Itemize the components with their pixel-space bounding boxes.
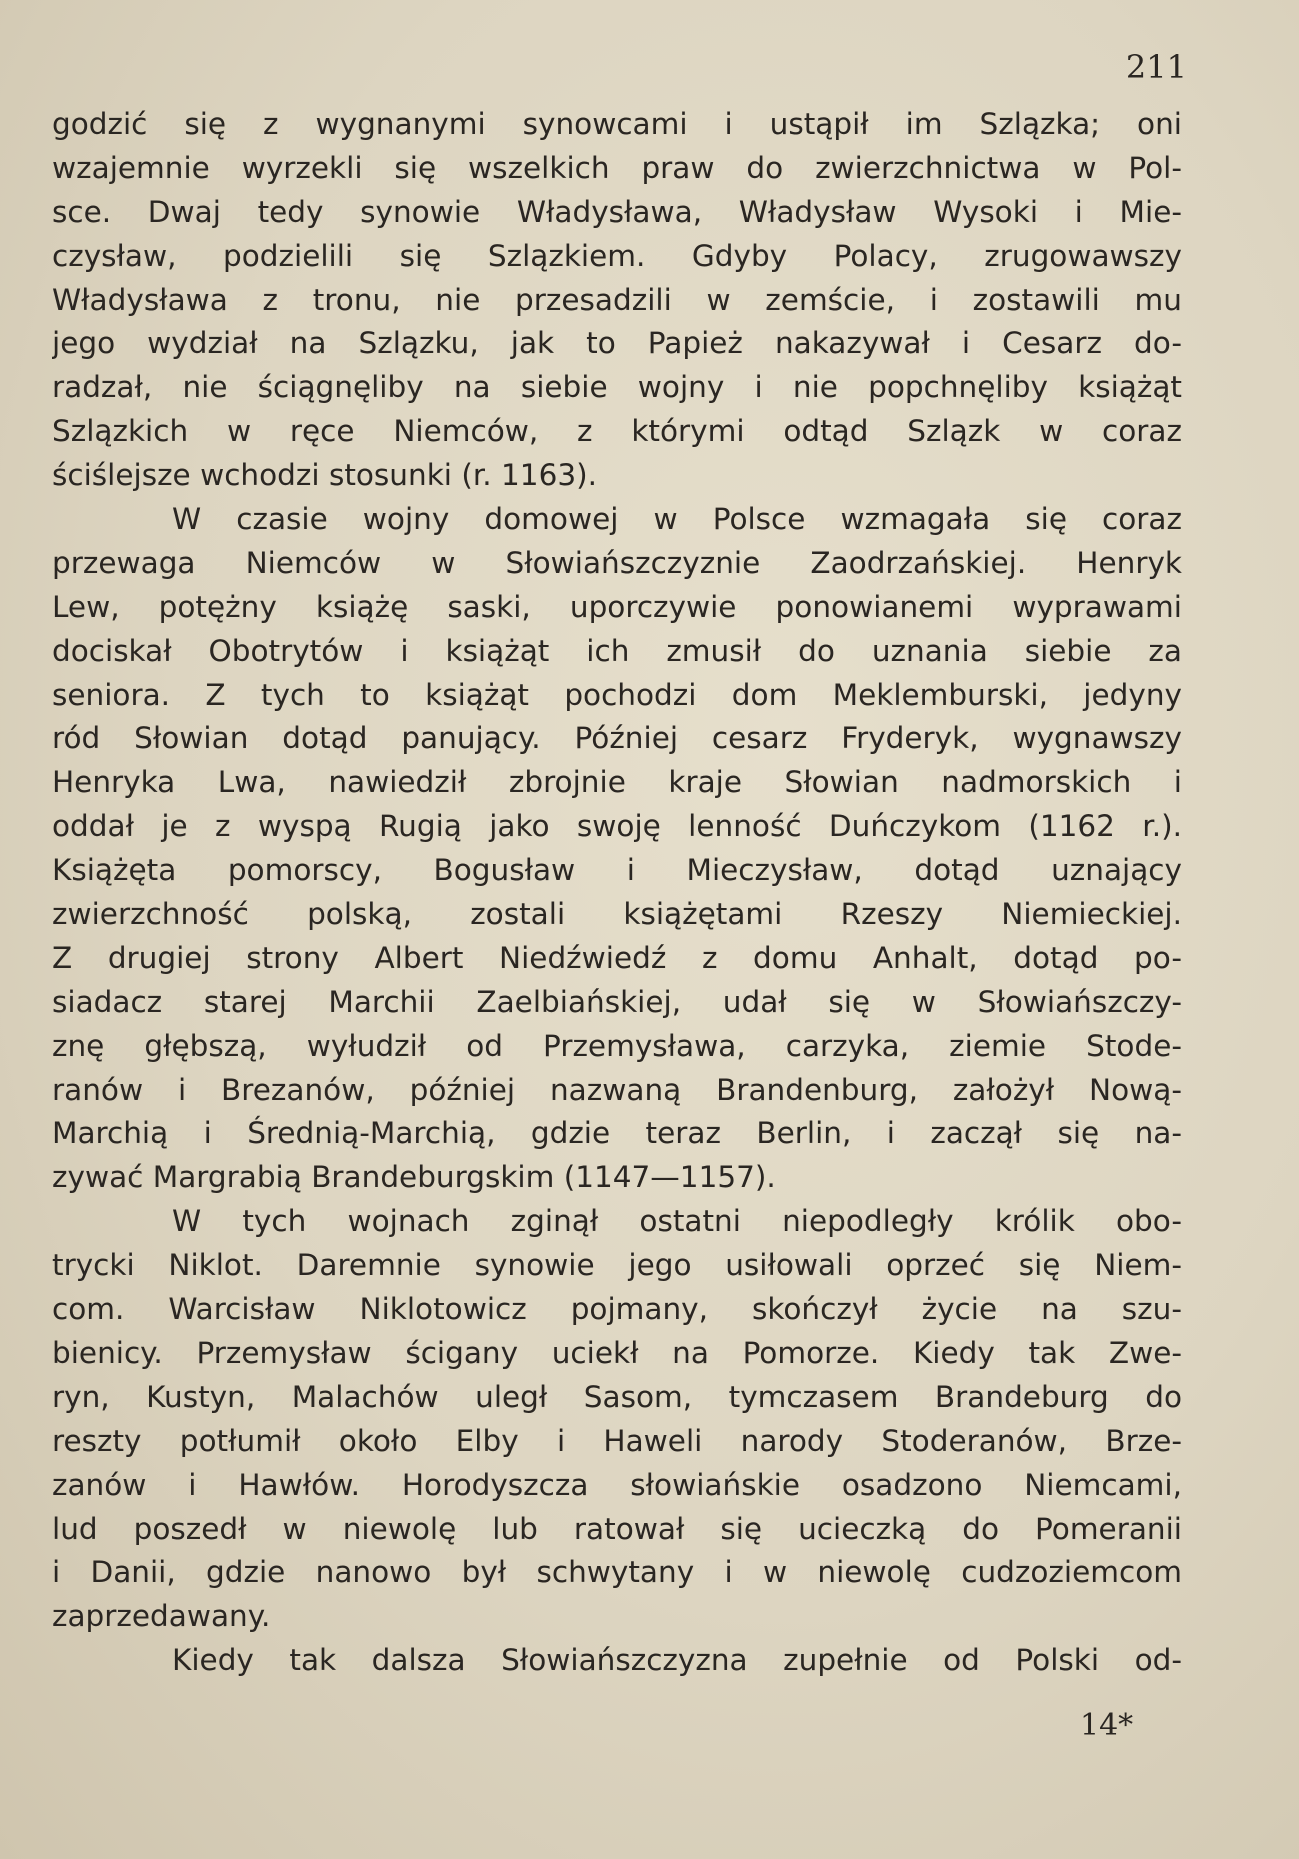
text-line: Książęta pomorscy, Bogusław i Mieczysław, dotąd uznający	[52, 853, 1182, 888]
text-line: wzajemnie wyrzekli się wszelkich praw do zwierzchnictwa w Pol-	[52, 150, 1182, 185]
text-line: dociskał Obotrytów i książąt ich zmusił do uznania siebie za	[52, 633, 1182, 668]
text-line: zaprzedawany.	[52, 1599, 271, 1634]
text-line: zywać Margrabią Brandeburgskim (1147—1157).	[52, 1160, 776, 1195]
text-line: radzał, nie ściągnęliby na siebie wojny i nie popchnęliby książąt	[52, 370, 1182, 405]
text-line: W czasie wojny domowej w Polsce wzmagała się coraz	[172, 502, 1182, 537]
text-line: reszty potłumił około Elby i Haweli narody Stoderanów, Brze-	[52, 1423, 1182, 1458]
text-line: zwierzchność polską, zostali książętami Rzeszy Niemieckiej.	[52, 897, 1182, 932]
text-line: ród Słowian dotąd panujący. Później cesarz Fryderyk, wygnawszy	[52, 721, 1182, 756]
text-line: Marchią i Średnią-Marchią, gdzie teraz Berlin, i zaczął się na-	[52, 1116, 1182, 1151]
text-line: ranów i Brezanów, później nazwaną Brandenburg, założył Nową-	[52, 1072, 1182, 1107]
page-number: 211	[1125, 48, 1187, 86]
text-line: W tych wojnach zginął ostatni niepodległy królik obo-	[172, 1204, 1182, 1239]
text-line: zanów i Hawłów. Horodyszcza słowiańskie osadzono Niemcami,	[52, 1467, 1182, 1502]
text-line: sce. Dwaj tedy synowie Władysława, Władysław Wysoki i Mie-	[52, 194, 1182, 229]
text-line: Henryka Lwa, nawiedził zbrojnie kraje Słowian nadmorskich i	[52, 765, 1182, 800]
text-line: seniora. Z tych to książąt pochodzi dom Meklemburski, jedyny	[52, 677, 1182, 712]
body-text	[52, 103, 1182, 1683]
text-line: ściślejsze wchodzi stosunki (r. 1163).	[52, 458, 598, 493]
text-line: Kiedy tak dalsza Słowiańszczyzna zupełnie od Polski od-	[172, 1643, 1182, 1678]
text-line: bienicy. Przemysław ścigany uciekł na Pomorze. Kiedy tak Zwe-	[52, 1335, 1182, 1370]
text-line: oddał je z wyspą Rugią jako swoję lenność Duńczykom (1162 r.).	[52, 809, 1182, 844]
text-line: Szlązkich w ręce Niemców, z którymi odtąd Szlązk w coraz	[52, 414, 1182, 449]
text-line: lud poszedł w niewolę lub ratował się ucieczką do Pomeranii	[52, 1511, 1182, 1546]
text-line: czysław, podzielili się Szlązkiem. Gdyby Polacy, zrugowawszy	[52, 238, 1182, 273]
text-line: przewaga Niemców w Słowiańszczyznie Zaodrzańskiej. Henryk	[52, 545, 1182, 580]
text-line: Władysława z tronu, nie przesadzili w zemście, i zostawili mu	[52, 282, 1182, 317]
text-line: jego wydział na Szlązku, jak to Papież nakazywał i Cesarz do-	[52, 326, 1182, 361]
text-line: Z drugiej strony Albert Niedźwiedź z domu Anhalt, dotąd po-	[52, 940, 1182, 975]
text-line: ryn, Kustyn, Malachów uległ Sasom, tymczasem Brandeburg do	[52, 1379, 1182, 1414]
text-line: znę głębszą, wyłudził od Przemysława, carzyka, ziemie Stode-	[52, 1028, 1182, 1063]
signature-mark: 14*	[1080, 1708, 1134, 1743]
text-line: com. Warcisław Niklotowicz pojmany, skończył życie na szu-	[52, 1292, 1182, 1327]
text-line: Lew, potężny książę saski, uporczywie ponowianemi wyprawami	[52, 589, 1182, 624]
text-line: trycki Niklot. Daremnie synowie jego usiłowali oprzeć się Niem-	[52, 1248, 1182, 1283]
text-line: i Danii, gdzie nanowo był schwytany i w niewolę cudzoziemcom	[52, 1555, 1182, 1590]
text-line: siadacz starej Marchii Zaelbiańskiej, udał się w Słowiańszczy-	[52, 984, 1182, 1019]
text-line: godzić się z wygnanymi synowcami i ustąpił im Szlązka; oni	[52, 107, 1182, 141]
